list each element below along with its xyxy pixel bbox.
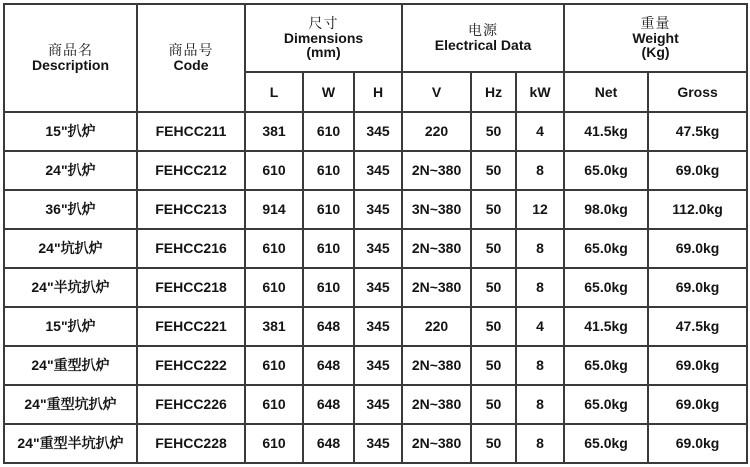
cell-length: 610 <box>245 385 303 424</box>
cell-height: 345 <box>354 307 402 346</box>
table-row <box>4 151 747 190</box>
table-row <box>4 268 747 307</box>
cell-description: 15"扒炉 <box>4 307 137 346</box>
cell-voltage: 2N~380 <box>402 346 471 385</box>
cell-length: 610 <box>245 346 303 385</box>
cell-code: FEHCC228 <box>137 424 245 463</box>
cell-power: 8 <box>516 229 564 268</box>
table-row <box>4 229 747 268</box>
cell-gross-weight: 69.0kg <box>648 229 747 268</box>
subheader-frequency: Hz <box>471 72 516 112</box>
cell-length: 914 <box>245 190 303 229</box>
cell-frequency: 50 <box>471 151 516 190</box>
header-dimensions-unit: (mm) <box>306 44 341 61</box>
cell-length: 610 <box>245 424 303 463</box>
cell-voltage: 220 <box>402 112 471 151</box>
cell-width: 648 <box>303 385 354 424</box>
cell-voltage: 2N~380 <box>402 424 471 463</box>
cell-frequency: 50 <box>471 385 516 424</box>
cell-code: FEHCC218 <box>137 268 245 307</box>
cell-code: FEHCC211 <box>137 112 245 151</box>
subheader-power: kW <box>516 72 564 112</box>
cell-voltage: 2N~380 <box>402 229 471 268</box>
subheader-length: L <box>245 72 303 112</box>
cell-description: 24"扒炉 <box>4 151 137 190</box>
table-row <box>4 385 747 424</box>
header-weight-zh: 重量 <box>640 14 671 31</box>
cell-net-weight: 65.0kg <box>564 229 648 268</box>
cell-gross-weight: 69.0kg <box>648 385 747 424</box>
header-electrical-zh: 电源 <box>468 22 499 39</box>
cell-code: FEHCC226 <box>137 385 245 424</box>
cell-frequency: 50 <box>471 112 516 151</box>
header-weight <box>564 4 747 72</box>
cell-height: 345 <box>354 190 402 229</box>
subheader-width: W <box>303 72 354 112</box>
cell-power: 8 <box>516 151 564 190</box>
cell-width: 610 <box>303 112 354 151</box>
cell-power: 8 <box>516 385 564 424</box>
cell-voltage: 2N~380 <box>402 151 471 190</box>
cell-width: 610 <box>303 268 354 307</box>
cell-net-weight: 65.0kg <box>564 346 648 385</box>
cell-gross-weight: 69.0kg <box>648 346 747 385</box>
cell-code: FEHCC221 <box>137 307 245 346</box>
subheader-voltage: V <box>402 72 471 112</box>
cell-power: 12 <box>516 190 564 229</box>
cell-description: 24"重型半坑扒炉 <box>4 424 137 463</box>
header-electrical <box>402 4 564 72</box>
cell-height: 345 <box>354 385 402 424</box>
cell-width: 610 <box>303 151 354 190</box>
cell-code: FEHCC216 <box>137 229 245 268</box>
cell-code: FEHCC222 <box>137 346 245 385</box>
table-row <box>4 112 747 151</box>
cell-gross-weight: 47.5kg <box>648 112 747 151</box>
cell-description: 24"坑扒炉 <box>4 229 137 268</box>
product-spec-table <box>3 3 748 464</box>
cell-gross-weight: 69.0kg <box>648 424 747 463</box>
cell-power: 8 <box>516 268 564 307</box>
header-description <box>4 4 137 112</box>
cell-description: 24"重型坑扒炉 <box>4 385 137 424</box>
header-row <box>4 4 747 72</box>
cell-net-weight: 65.0kg <box>564 424 648 463</box>
cell-description: 24"重型扒炉 <box>4 346 137 385</box>
cell-height: 345 <box>354 424 402 463</box>
cell-height: 345 <box>354 112 402 151</box>
cell-power: 8 <box>516 424 564 463</box>
cell-code: FEHCC213 <box>137 190 245 229</box>
cell-gross-weight: 69.0kg <box>648 151 747 190</box>
header-weight-unit: (Kg) <box>641 44 670 61</box>
cell-net-weight: 41.5kg <box>564 307 648 346</box>
cell-length: 610 <box>245 151 303 190</box>
cell-net-weight: 65.0kg <box>564 151 648 190</box>
cell-length: 610 <box>245 229 303 268</box>
cell-length: 610 <box>245 268 303 307</box>
cell-voltage: 2N~380 <box>402 268 471 307</box>
cell-height: 345 <box>354 268 402 307</box>
cell-height: 345 <box>354 229 402 268</box>
table-row <box>4 307 747 346</box>
cell-frequency: 50 <box>471 268 516 307</box>
subheader-height: H <box>354 72 402 112</box>
table-row <box>4 346 747 385</box>
cell-net-weight: 65.0kg <box>564 268 648 307</box>
table-row <box>4 424 747 463</box>
cell-height: 345 <box>354 151 402 190</box>
cell-gross-weight: 69.0kg <box>648 268 747 307</box>
header-code <box>137 4 245 112</box>
cell-width: 610 <box>303 229 354 268</box>
cell-width: 648 <box>303 346 354 385</box>
cell-voltage: 2N~380 <box>402 385 471 424</box>
cell-width: 648 <box>303 307 354 346</box>
header-code-en: Code <box>173 57 209 73</box>
cell-power: 8 <box>516 346 564 385</box>
cell-net-weight: 98.0kg <box>564 190 648 229</box>
header-weight-en: Weight <box>632 29 679 46</box>
cell-frequency: 50 <box>471 307 516 346</box>
cell-height: 345 <box>354 346 402 385</box>
cell-length: 381 <box>245 112 303 151</box>
header-description-en: Description <box>31 57 109 73</box>
subheader-gross-weight: Gross <box>648 72 747 112</box>
cell-frequency: 50 <box>471 346 516 385</box>
header-dimensions <box>245 4 402 72</box>
header-dimensions-en: Dimensions <box>283 29 364 46</box>
header-dimensions-zh: 尺寸 <box>308 14 339 31</box>
cell-power: 4 <box>516 112 564 151</box>
cell-frequency: 50 <box>471 424 516 463</box>
cell-net-weight: 41.5kg <box>564 112 648 151</box>
cell-description: 15"扒炉 <box>4 112 137 151</box>
header-code-zh: 商品号 <box>168 42 214 59</box>
subheader-net-weight: Net <box>564 72 648 112</box>
table-row <box>4 190 747 229</box>
cell-description: 24"半坑扒炉 <box>4 268 137 307</box>
table-body <box>4 112 747 463</box>
cell-gross-weight: 112.0kg <box>648 190 747 229</box>
header-description-zh: 商品名 <box>48 42 93 59</box>
cell-width: 610 <box>303 190 354 229</box>
cell-voltage: 220 <box>402 307 471 346</box>
cell-length: 381 <box>245 307 303 346</box>
header-electrical-en: Electrical Data <box>434 37 532 53</box>
cell-power: 4 <box>516 307 564 346</box>
cell-description: 36"扒炉 <box>4 190 137 229</box>
cell-gross-weight: 47.5kg <box>648 307 747 346</box>
cell-net-weight: 65.0kg <box>564 385 648 424</box>
cell-frequency: 50 <box>471 190 516 229</box>
cell-frequency: 50 <box>471 229 516 268</box>
cell-width: 648 <box>303 424 354 463</box>
cell-code: FEHCC212 <box>137 151 245 190</box>
cell-voltage: 3N~380 <box>402 190 471 229</box>
